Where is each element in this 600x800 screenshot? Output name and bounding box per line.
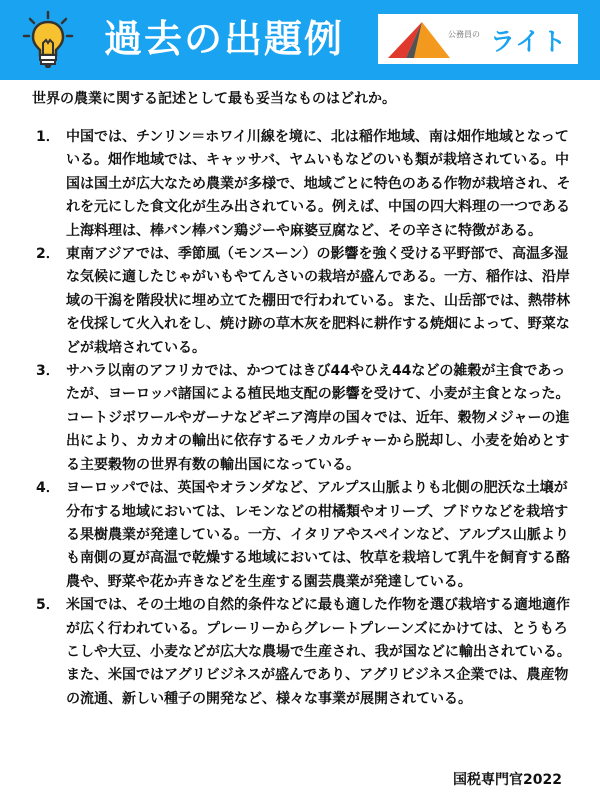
option-number: 2． [36, 246, 60, 263]
answer-options [0, 126, 600, 711]
answer-option-3 [0, 360, 576, 477]
option-text: 米国では、その土地の自然的条件などに最も適した作物を選び栽培する適地適作が広く行われている。プレーリーからグレートプレーンズにかけては、とうもろこしや大豆、小麦などが広大な農場で生産され、我が国などに輸出されている。また、米国ではアグリビジネスが盛んであり、アグリビジネス企業では、農産物の流通、新しい種子の開発など、様々な事業が展開されている。 [66, 597, 571, 707]
option-number: 1． [36, 129, 60, 145]
header-bar [0, 0, 600, 80]
answer-option-5 [0, 594, 576, 711]
question-content [0, 80, 600, 800]
question-text: 世界の農業に関する記述として最も妥当なものはどれか。 [32, 91, 396, 107]
logo-mark-icon [384, 16, 454, 62]
answer-option-2 [0, 243, 576, 360]
option-number: 3． [36, 363, 60, 380]
brand-logo [378, 14, 578, 64]
option-text: 東南アジアでは、季節風（モンスーン）の影響を強く受ける平野部で、高温多湿な気候に適したじゃがいもやてんさいの栽培が盛んである。一方、稲作は、沿岸域の干潟を階段状に埋め立てた棚田で行われている。また、山岳部では、熱帯林を伐採して火入れをし、焼け跡の草木灰を肥料に耕作する焼畑によって、野菜などが栽培されている。 [66, 246, 570, 356]
page-title: 過去の出題例 [104, 17, 345, 61]
option-number: 4． [36, 480, 60, 497]
answer-option-4 [0, 477, 576, 594]
option-text: サハラ以南のアフリカでは、かつてはきび44やひえ44などの雑穀が主食であったが、ヨーロッパ諸国による植民地支配の影響を受けて、小麦が主食となった。コートジボワールやガーナなどギニア湾岸の国々では、近年、穀物メジャーの進出により、カカオの輸出に依存するモノカルチャーから脱却し、小麦を始めとする主要穀物の世界有数の輸出国になっている。 [66, 363, 570, 473]
answer-option-1 [0, 126, 576, 243]
logo-name: ライト [490, 27, 568, 56]
option-text: 中国では、チンリン＝ホワイ川線を境に、北は稲作地域、南は畑作地域となっている。畑作地域では、キャッサバ、ヤムいもなどのいも類が栽培されている。中国は国土が広大なため農業が多様で、地域ごとに特色のある作物が栽培され、それを元にした食文化が生み出されている。例えば、中国の四大料理の一つである上海料理は、棒バン棒バン鶏ジーや麻婆豆腐など、その辛さに特徴がある。 [66, 129, 571, 239]
option-number: 5． [36, 597, 60, 614]
exam-source: 国税専門官2022 [453, 772, 562, 788]
logo-subtext: 公務員の [448, 30, 480, 39]
lightbulb-icon [22, 10, 74, 70]
option-text: ヨーロッパでは、英国やオランダなど、アルプス山脈よりも北側の肥沃な土壌が分布する地域においては、レモンなどの柑橘類やオリーブ、ブドウなどを栽培する果樹農業が発達している。一方、イタリアやスペインなど、アルプス山脈よりも南側の夏が高温で乾燥する地域においては、牧草を栽培して乳牛を飼育する酪農や、野菜や花か卉きなどを生産する園芸農業が発達している。 [66, 480, 570, 590]
